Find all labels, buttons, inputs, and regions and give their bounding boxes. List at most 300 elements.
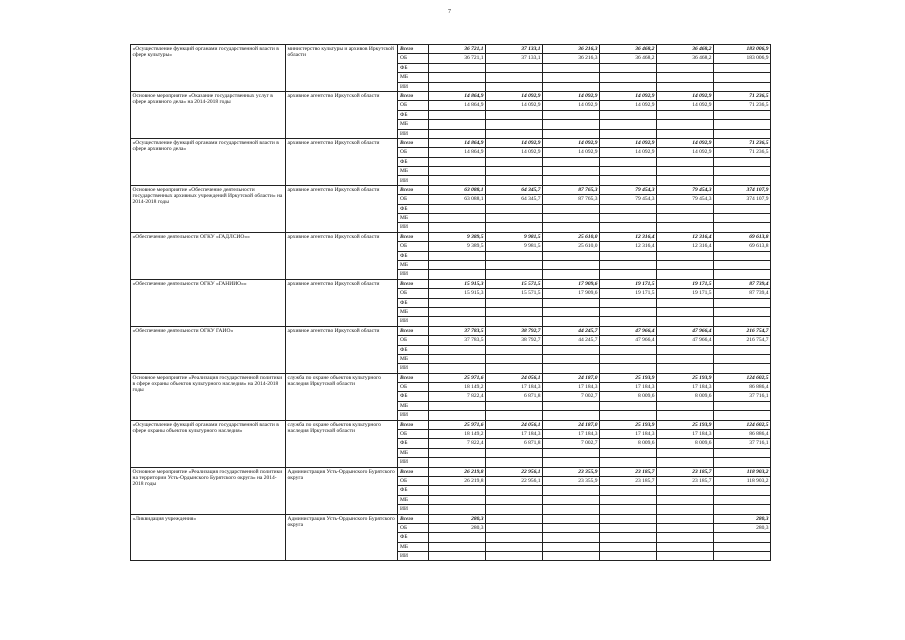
amount-cell	[543, 307, 600, 316]
amount-cell	[429, 307, 486, 316]
responsible-executor: служба по охране объектов культурного наследия Иркутской области	[286, 420, 398, 467]
amount-cell: 183 006,9	[714, 54, 771, 63]
funding-source: Всего	[398, 185, 429, 194]
amount-cell: 12 316,4	[600, 242, 657, 251]
amount-cell: 23 355,9	[543, 467, 600, 476]
amount-cell	[600, 458, 657, 467]
responsible-executor: архивное агентство Иркутской области	[286, 185, 398, 232]
amount-cell	[714, 552, 771, 561]
amount-cell	[486, 523, 543, 532]
amount-cell	[714, 533, 771, 542]
amount-cell: 87 739,4	[714, 279, 771, 288]
amount-cell: 124 602,5	[714, 373, 771, 382]
amount-cell: 14 092,9	[600, 101, 657, 110]
amount-cell: 37 716,1	[714, 392, 771, 401]
amount-cell	[600, 157, 657, 166]
amount-cell	[657, 542, 714, 551]
funding-source: МБ	[398, 214, 429, 223]
amount-cell: 36 468,2	[657, 54, 714, 63]
amount-cell	[486, 260, 543, 269]
amount-cell	[429, 317, 486, 326]
amount-cell	[714, 223, 771, 232]
amount-cell: 71 236,5	[714, 138, 771, 147]
amount-cell: 23 355,9	[543, 476, 600, 485]
amount-cell: 37 716,1	[714, 439, 771, 448]
amount-cell	[657, 458, 714, 467]
table-row	[131, 514, 771, 523]
amount-cell: 14 092,9	[486, 91, 543, 100]
amount-cell: 8 009,6	[600, 392, 657, 401]
amount-cell	[486, 354, 543, 363]
funding-source: Всего	[398, 45, 429, 54]
funding-source: ОБ	[398, 383, 429, 392]
funding-source: ОБ	[398, 54, 429, 63]
budget-table	[130, 44, 771, 561]
responsible-executor: министерство культуры и архивов Иркутской области	[286, 45, 398, 92]
funding-source: ФБ	[398, 251, 429, 260]
amount-cell	[543, 73, 600, 82]
amount-cell	[657, 345, 714, 354]
amount-cell: 37 133,1	[486, 45, 543, 54]
amount-cell	[714, 298, 771, 307]
responsible-executor: архивное агентство Иркутской области	[286, 279, 398, 326]
amount-cell	[486, 495, 543, 504]
funding-source: Всего	[398, 467, 429, 476]
amount-cell: 44 245,7	[543, 326, 600, 335]
amount-cell	[429, 411, 486, 420]
amount-cell	[600, 270, 657, 279]
funding-source: ИИ	[398, 270, 429, 279]
amount-cell	[657, 317, 714, 326]
funding-source: ФБ	[398, 533, 429, 542]
amount-cell: 14 864,9	[429, 101, 486, 110]
amount-cell: 79 454,3	[657, 185, 714, 194]
funding-source: Всего	[398, 373, 429, 382]
funding-source: ФБ	[398, 204, 429, 213]
amount-cell	[486, 270, 543, 279]
amount-cell: 23 185,7	[657, 467, 714, 476]
amount-cell: 14 092,9	[543, 91, 600, 100]
amount-cell: 17 184,3	[600, 430, 657, 439]
amount-cell	[543, 260, 600, 269]
amount-cell	[714, 157, 771, 166]
amount-cell	[429, 486, 486, 495]
table-row	[131, 467, 771, 476]
measure-name: Основное мероприятие «Обеспечение деятельности государственных архивных учреждений Иркутской области» на 2014-2018 годы	[131, 185, 286, 232]
funding-source: Всего	[398, 91, 429, 100]
amount-cell	[543, 364, 600, 373]
amount-cell: 15 915,3	[429, 279, 486, 288]
measure-name: «Осуществление функций органами государственной власти в сфере культуры»	[131, 45, 286, 92]
amount-cell: 36 468,2	[600, 54, 657, 63]
amount-cell: 9 981,5	[486, 242, 543, 251]
amount-cell: 36 721,1	[429, 54, 486, 63]
amount-cell: 69 613,8	[714, 242, 771, 251]
amount-cell	[486, 458, 543, 467]
amount-cell	[657, 214, 714, 223]
amount-cell: 14 092,9	[600, 138, 657, 147]
funding-source: ОБ	[398, 430, 429, 439]
amount-cell	[429, 270, 486, 279]
amount-cell: 79 454,3	[657, 195, 714, 204]
amount-cell	[429, 110, 486, 119]
amount-cell	[714, 317, 771, 326]
amount-cell	[714, 458, 771, 467]
amount-cell	[486, 176, 543, 185]
responsible-executor: Администрация Усть-Ордынского Бурятского округа	[286, 467, 398, 514]
amount-cell	[657, 251, 714, 260]
responsible-executor: архивное агентство Иркутской области	[286, 138, 398, 185]
amount-cell	[543, 63, 600, 72]
amount-cell: 25 610,0	[543, 232, 600, 241]
amount-cell	[600, 167, 657, 176]
amount-cell: 14 864,9	[429, 148, 486, 157]
funding-source: Всего	[398, 420, 429, 429]
amount-cell: 14 092,9	[657, 148, 714, 157]
amount-cell	[600, 129, 657, 138]
amount-cell: 9 981,5	[486, 232, 543, 241]
amount-cell	[657, 270, 714, 279]
amount-cell: 8 009,6	[657, 439, 714, 448]
amount-cell: 71 236,5	[714, 91, 771, 100]
amount-cell	[543, 223, 600, 232]
amount-cell	[486, 298, 543, 307]
amount-cell: 7 002,7	[543, 439, 600, 448]
measure-name: «Осуществление функций органами государственной власти в сфере охраны объектов культурного наследия»	[131, 420, 286, 467]
amount-cell: 14 092,9	[657, 101, 714, 110]
amount-cell	[600, 307, 657, 316]
amount-cell: 64 345,7	[486, 185, 543, 194]
amount-cell: 9 389,5	[429, 242, 486, 251]
amount-cell	[657, 120, 714, 129]
funding-source: ИИ	[398, 505, 429, 514]
amount-cell	[543, 157, 600, 166]
amount-cell	[429, 176, 486, 185]
amount-cell	[486, 505, 543, 514]
amount-cell: 118 903,2	[714, 467, 771, 476]
amount-cell	[486, 82, 543, 91]
amount-cell: 26 219,8	[429, 476, 486, 485]
amount-cell: 12 316,4	[600, 232, 657, 241]
amount-cell: 22 956,1	[486, 467, 543, 476]
amount-cell	[600, 204, 657, 213]
table-row	[131, 420, 771, 429]
amount-cell: 23 185,7	[657, 476, 714, 485]
funding-source: ИИ	[398, 223, 429, 232]
funding-source: ФБ	[398, 392, 429, 401]
amount-cell: 15 915,3	[429, 289, 486, 298]
amount-cell: 24 187,0	[543, 420, 600, 429]
amount-cell	[657, 63, 714, 72]
amount-cell	[600, 73, 657, 82]
amount-cell	[543, 270, 600, 279]
amount-cell	[543, 411, 600, 420]
amount-cell	[486, 204, 543, 213]
amount-cell: 25 193,9	[600, 373, 657, 382]
funding-source: ФБ	[398, 439, 429, 448]
amount-cell: 280,3	[429, 514, 486, 523]
amount-cell	[429, 120, 486, 129]
amount-cell: 24 056,1	[486, 373, 543, 382]
amount-cell: 36 468,2	[600, 45, 657, 54]
amount-cell	[600, 345, 657, 354]
amount-cell	[429, 552, 486, 561]
amount-cell: 47 966,4	[657, 326, 714, 335]
amount-cell	[600, 63, 657, 72]
amount-cell: 14 092,9	[657, 91, 714, 100]
amount-cell	[429, 448, 486, 457]
amount-cell	[657, 204, 714, 213]
amount-cell: 216 754,7	[714, 336, 771, 345]
amount-cell	[486, 486, 543, 495]
amount-cell	[600, 120, 657, 129]
amount-cell	[486, 157, 543, 166]
amount-cell	[600, 505, 657, 514]
amount-cell: 14 092,9	[486, 101, 543, 110]
amount-cell	[486, 345, 543, 354]
funding-source: ОБ	[398, 101, 429, 110]
amount-cell: 8 009,6	[600, 439, 657, 448]
amount-cell	[486, 364, 543, 373]
amount-cell	[543, 82, 600, 91]
amount-cell: 79 454,3	[600, 185, 657, 194]
amount-cell	[657, 523, 714, 532]
amount-cell: 7 002,7	[543, 392, 600, 401]
amount-cell	[714, 495, 771, 504]
amount-cell	[657, 495, 714, 504]
funding-source: МБ	[398, 260, 429, 269]
amount-cell	[600, 223, 657, 232]
amount-cell	[543, 214, 600, 223]
amount-cell	[600, 552, 657, 561]
amount-cell: 17 909,6	[543, 289, 600, 298]
amount-cell	[486, 533, 543, 542]
responsible-executor: Администрация Усть-Ордынского Бурятского округа	[286, 514, 398, 561]
amount-cell	[486, 167, 543, 176]
amount-cell	[600, 401, 657, 410]
amount-cell	[600, 411, 657, 420]
amount-cell	[714, 542, 771, 551]
amount-cell	[429, 345, 486, 354]
funding-source: МБ	[398, 167, 429, 176]
amount-cell: 37 783,5	[429, 336, 486, 345]
amount-cell: 17 184,3	[657, 383, 714, 392]
amount-cell	[600, 214, 657, 223]
amount-cell: 25 193,9	[657, 420, 714, 429]
amount-cell: 71 236,5	[714, 101, 771, 110]
amount-cell	[657, 129, 714, 138]
amount-cell	[657, 110, 714, 119]
amount-cell	[657, 157, 714, 166]
amount-cell	[714, 307, 771, 316]
amount-cell	[600, 260, 657, 269]
amount-cell	[714, 214, 771, 223]
amount-cell: 47 966,4	[657, 336, 714, 345]
amount-cell: 280,3	[429, 523, 486, 532]
amount-cell	[657, 354, 714, 363]
amount-cell	[600, 523, 657, 532]
amount-cell: 17 184,3	[657, 430, 714, 439]
amount-cell	[486, 223, 543, 232]
amount-cell: 8 009,6	[657, 392, 714, 401]
amount-cell	[486, 63, 543, 72]
funding-source: Всего	[398, 232, 429, 241]
amount-cell: 24 187,0	[543, 373, 600, 382]
amount-cell	[657, 298, 714, 307]
amount-cell	[429, 167, 486, 176]
amount-cell	[600, 514, 657, 523]
measure-name: «Обеспечение деятельности ОГКУ ГАИО»	[131, 326, 286, 373]
amount-cell	[657, 176, 714, 185]
amount-cell	[429, 251, 486, 260]
amount-cell	[543, 317, 600, 326]
amount-cell	[543, 552, 600, 561]
amount-cell: 64 345,7	[486, 195, 543, 204]
amount-cell: 24 056,1	[486, 420, 543, 429]
amount-cell: 19 171,5	[600, 279, 657, 288]
amount-cell: 14 092,9	[657, 138, 714, 147]
funding-source: МБ	[398, 120, 429, 129]
amount-cell: 183 006,9	[714, 45, 771, 54]
amount-cell	[657, 486, 714, 495]
amount-cell	[429, 364, 486, 373]
amount-cell	[714, 82, 771, 91]
measure-name: Основное мероприятие «Реализация государственной политики на территории Усть-Ордынского Бурятского округа» на 2014-2018 годы	[131, 467, 286, 514]
funding-source: МБ	[398, 73, 429, 82]
amount-cell: 23 185,7	[600, 476, 657, 485]
amount-cell: 17 909,6	[543, 279, 600, 288]
amount-cell: 36 216,3	[543, 54, 600, 63]
funding-source: Всего	[398, 326, 429, 335]
funding-source: ОБ	[398, 148, 429, 157]
funding-source: ИИ	[398, 364, 429, 373]
amount-cell	[543, 204, 600, 213]
amount-cell	[543, 401, 600, 410]
amount-cell	[657, 73, 714, 82]
amount-cell: 14 092,9	[543, 148, 600, 157]
table-row	[131, 279, 771, 288]
amount-cell: 37 783,5	[429, 326, 486, 335]
amount-cell: 26 219,8	[429, 467, 486, 476]
amount-cell	[543, 251, 600, 260]
amount-cell	[543, 458, 600, 467]
amount-cell: 71 236,5	[714, 148, 771, 157]
amount-cell	[543, 486, 600, 495]
amount-cell	[600, 448, 657, 457]
amount-cell	[600, 364, 657, 373]
amount-cell	[714, 364, 771, 373]
amount-cell: 124 602,5	[714, 420, 771, 429]
amount-cell	[486, 120, 543, 129]
amount-cell	[486, 110, 543, 119]
measure-name: «Осуществление функций органами государственной власти в сфере архивного дела»	[131, 138, 286, 185]
amount-cell	[543, 167, 600, 176]
amount-cell: 87 765,3	[543, 195, 600, 204]
amount-cell: 17 184,3	[486, 430, 543, 439]
amount-cell: 7 822,4	[429, 439, 486, 448]
amount-cell	[429, 157, 486, 166]
amount-cell	[543, 176, 600, 185]
amount-cell	[543, 345, 600, 354]
funding-source: ФБ	[398, 63, 429, 72]
amount-cell	[543, 514, 600, 523]
amount-cell	[714, 354, 771, 363]
funding-source: ИИ	[398, 411, 429, 420]
amount-cell	[600, 354, 657, 363]
table-row	[131, 185, 771, 194]
funding-source: ФБ	[398, 157, 429, 166]
amount-cell	[429, 401, 486, 410]
amount-cell	[486, 552, 543, 561]
funding-source: ОБ	[398, 523, 429, 532]
amount-cell: 25 193,9	[600, 420, 657, 429]
amount-cell: 15 571,5	[486, 289, 543, 298]
amount-cell: 19 171,5	[657, 279, 714, 288]
amount-cell	[429, 223, 486, 232]
responsible-executor: служба по охране объектов культурного наследия Иркутской области	[286, 373, 398, 420]
amount-cell	[714, 270, 771, 279]
amount-cell	[714, 505, 771, 514]
amount-cell	[714, 129, 771, 138]
amount-cell	[657, 307, 714, 316]
amount-cell: 19 171,5	[600, 289, 657, 298]
amount-cell	[600, 317, 657, 326]
amount-cell	[657, 401, 714, 410]
amount-cell: 79 454,3	[600, 195, 657, 204]
amount-cell	[429, 542, 486, 551]
amount-cell	[486, 214, 543, 223]
amount-cell: 14 092,9	[486, 138, 543, 147]
amount-cell	[543, 448, 600, 457]
funding-source: ФБ	[398, 298, 429, 307]
amount-cell: 47 966,4	[600, 336, 657, 345]
amount-cell	[714, 167, 771, 176]
amount-cell: 14 092,9	[543, 101, 600, 110]
amount-cell: 38 792,7	[486, 336, 543, 345]
amount-cell	[657, 552, 714, 561]
amount-cell	[429, 204, 486, 213]
funding-source: ИИ	[398, 458, 429, 467]
amount-cell: 9 389,5	[429, 232, 486, 241]
amount-cell	[429, 260, 486, 269]
amount-cell: 25 610,0	[543, 242, 600, 251]
amount-cell	[429, 63, 486, 72]
amount-cell	[714, 486, 771, 495]
amount-cell: 18 149,2	[429, 383, 486, 392]
amount-cell	[543, 505, 600, 514]
responsible-executor: архивное агентство Иркутской области	[286, 326, 398, 373]
amount-cell	[486, 514, 543, 523]
funding-source: ОБ	[398, 242, 429, 251]
amount-cell	[657, 505, 714, 514]
amount-cell	[543, 110, 600, 119]
amount-cell	[657, 223, 714, 232]
amount-cell	[657, 260, 714, 269]
amount-cell: 118 903,2	[714, 476, 771, 485]
amount-cell	[714, 120, 771, 129]
amount-cell: 87 765,3	[543, 185, 600, 194]
amount-cell: 22 956,1	[486, 476, 543, 485]
amount-cell: 17 184,3	[543, 430, 600, 439]
amount-cell: 17 184,3	[543, 383, 600, 392]
funding-source: ФБ	[398, 110, 429, 119]
amount-cell	[600, 533, 657, 542]
amount-cell	[543, 495, 600, 504]
amount-cell	[486, 448, 543, 457]
amount-cell	[486, 542, 543, 551]
amount-cell: 36 721,1	[429, 45, 486, 54]
funding-source: ФБ	[398, 486, 429, 495]
